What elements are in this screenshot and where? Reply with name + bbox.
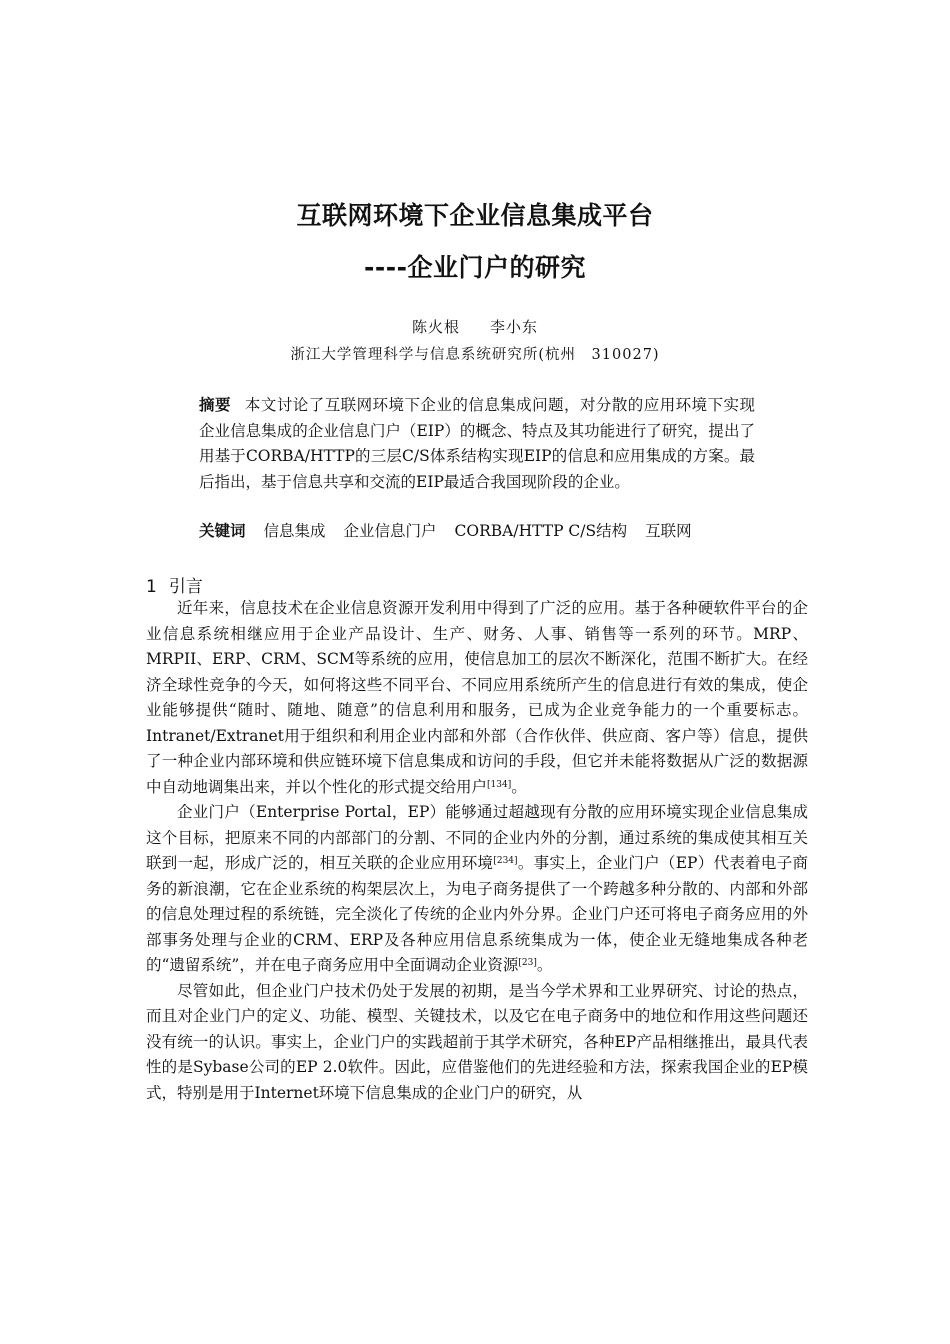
paragraph: [146, 596, 808, 800]
paragraph-text: 。: [511, 777, 527, 796]
paragraph: [146, 979, 808, 1107]
paper-title: 互联网环境下企业信息集成平台: [296, 201, 654, 230]
paragraph-text: 近年来，信息技术在企业信息资源开发利用中得到了广泛的应用。基于各种硬软件平台的企业信息系统相继应用于企业产品设计、生产、财务、人事、销售等一系列的环节。MRP、MRPII、ERP、CRM、SCM等系统的应用，使信息加工的层次不断深化，范围不断扩大。在经济全球性竞争的今天，如何将这些不同平台、不同应用系统所产生的信息进行有效的集成，使企业能够提供“随时、随地、随意”的信息利用和服务，已成为企业竞争能力的一个重要标志。Intranet/Extranet用于组织和利用企业内部和外部（合作伙伴、供应商、客户等）信息，提供了一种企业内部环境和供应链环境下信息集成和访问的手段，但它并未能将数据从广泛的数据源中自动地调集出来，并以个性化的形式提交给用户: [146, 599, 808, 796]
abstract-label: 摘要: [199, 396, 231, 414]
keyword: 互联网: [645, 522, 692, 540]
author-name: 李小东: [490, 318, 539, 336]
citation: [23]: [518, 958, 537, 968]
author-list: [0, 316, 950, 337]
paper-subtitle: ----企业门户的研究: [363, 253, 586, 282]
keywords-label: 关键词: [199, 522, 246, 540]
affiliation: 浙江大学管理科学与信息系统研究所(杭州 310027): [290, 347, 660, 363]
citation: [134]: [487, 779, 512, 790]
paragraph-text: 。事实上，企业门户（EP）代表着电子商务的新浪潮，它在企业系统的构架层次上，为电子商务提供了一个跨越多种分散的、内部和外部的信息处理过程的系统链，完全淡化了传统的企业内外分界。企业门户还可将电子商务应用的外部事务处理与企业的CRM、ERP及各种应用信息系统集成为一体，使企业无缝地集成各种老的“遗留系统”，并在电子商务应用中全面调动企业资源: [146, 854, 808, 974]
abstract: [199, 393, 755, 495]
keyword: 信息集成: [263, 522, 326, 540]
section-heading: [146, 572, 203, 597]
paragraph-text: 。: [536, 956, 553, 974]
keyword: CORBA/HTTP C/S结构: [454, 522, 628, 540]
citation: [234]: [493, 856, 518, 866]
author-name: 陈火根: [411, 318, 460, 336]
keywords: [199, 519, 759, 544]
keyword: 企业信息门户: [343, 522, 437, 540]
section-title: 引言: [168, 577, 203, 597]
body-text: [146, 596, 808, 1106]
abstract-text: 本文讨论了互联网环境下企业的信息集成问题，对分散的应用环境下实现企业信息集成的企业信息门户（EIP）的概念、特点及其功能进行了研究，提出了用基于CORBA/HTTP的三层C/S体系结构实现EIP的信息和应用集成的方案。最后指出，基于信息共享和交流的EIP最适合我国现阶段的企业。: [199, 396, 755, 491]
section-number: 1: [146, 577, 157, 597]
paragraph-text: 企业门户（Enterprise Portal，EP）能够通过超越现有分散的应用环境实现企业信息集成这个目标，把原来不同的内部部门的分割、不同的企业内外的分割，通过系统的集成使其相互关联到一起，形成广泛的，相互关联的企业应用环境: [146, 803, 808, 872]
paragraph: [146, 800, 808, 979]
paragraph-text: 尽管如此，但企业门户技术仍处于发展的初期，是当今学术界和工业界研究、讨论的热点，而且对企业门户的定义、功能、模型、关键技术，以及它在电子商务中的地位和作用这些问题还没有统一的认识。事实上，企业门户的实践超前于其学术研究，各种EP产品相继推出，最具代表性的是Sybase公司的EP 2.0软件。因此，应借鉴他们的先进经验和方法，探索我国企业的EP模式，特别是用于Internet环境下信息集成的企业门户的研究，从: [146, 981, 808, 1102]
